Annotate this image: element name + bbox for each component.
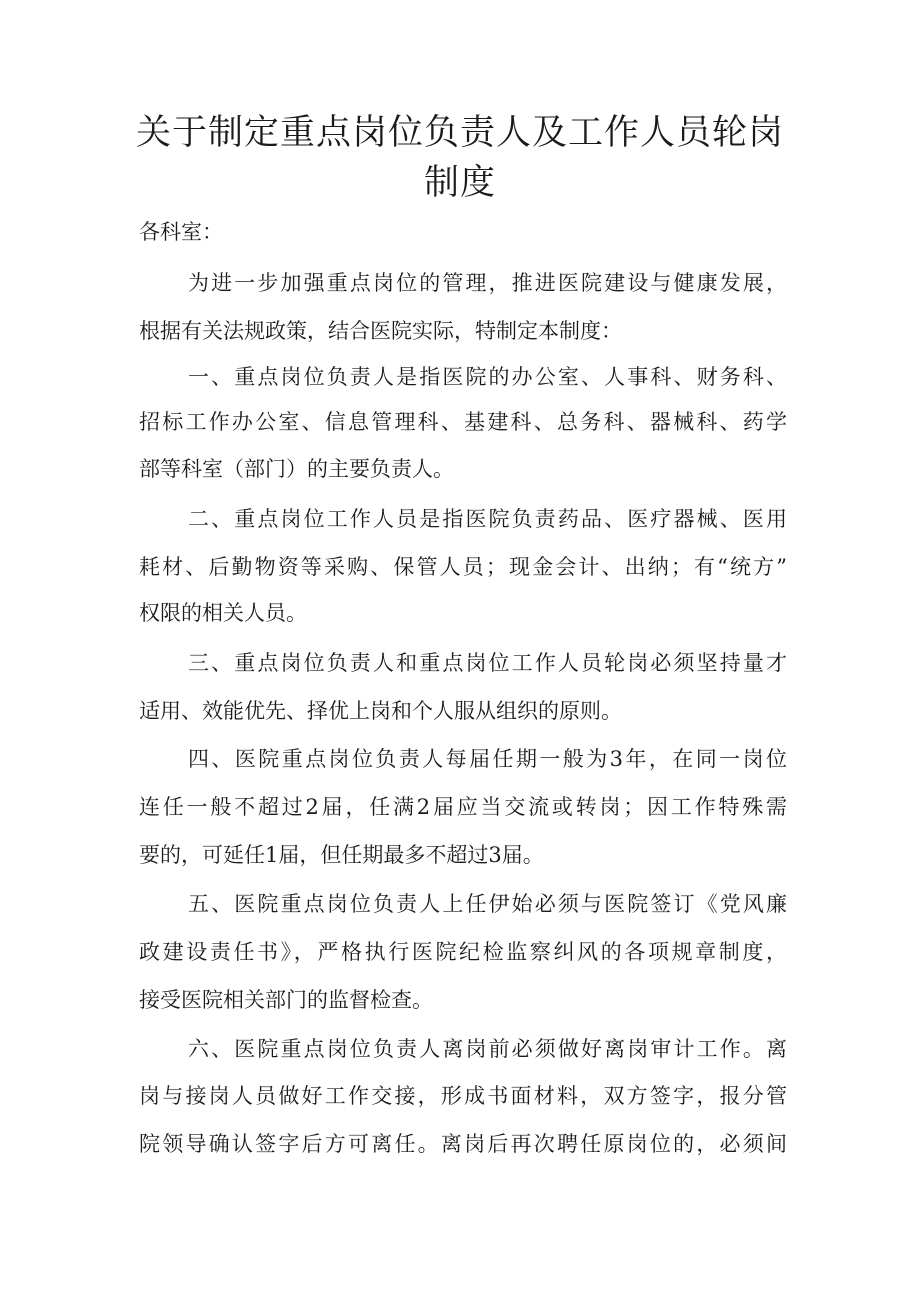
paragraph-line: 五、医院重点岗位负责人上任伊始必须与医院签订《党风廉 — [188, 892, 787, 916]
paragraph-line: 连任一般不超过2届，任满2届应当交流或转岗；因工作特殊需 — [139, 795, 787, 819]
paragraph-line: 根据有关法规政策，结合医院实际，特制定本制度： — [139, 319, 622, 343]
paragraph-line: 适用、效能优先、择优上岗和个人服从组织的原则。 — [139, 699, 622, 723]
paragraph-line: 招标工作办公室、信息管理科、基建科、总务科、器械科、药学 — [139, 410, 787, 434]
paragraph-line: 六、医院重点岗位负责人离岗前必须做好离岗审计工作。离 — [188, 1037, 787, 1061]
paragraph-line: 接受医院相关部门的监督检查。 — [139, 988, 433, 1012]
document-title-line-1: 关于制定重点岗位负责人及工作人员轮岗 — [135, 113, 784, 153]
paragraph-line: 耗材、后勤物资等采购、保管人员；现金会计、出纳；有“统方” — [139, 555, 787, 579]
salutation: 各科室： — [139, 220, 223, 244]
paragraph-line: 一、重点岗位负责人是指医院的办公室、人事科、财务科、 — [188, 365, 787, 389]
paragraph-line: 院领导确认签字后方可离任。离岗后再次聘任原岗位的，必须间 — [139, 1132, 787, 1156]
paragraph-line: 岗与接岗人员做好工作交接，形成书面材料，双方签字，报分管 — [139, 1084, 787, 1108]
document-title-line-2: 制度 — [423, 163, 496, 203]
paragraph-line: 要的，可延任1届，但任期最多不超过3届。 — [139, 843, 544, 867]
paragraph-line: 部等科室（部门）的主要负责人。 — [139, 457, 454, 481]
paragraph-line: 三、重点岗位负责人和重点岗位工作人员轮岗必须坚持量才 — [188, 651, 787, 675]
paragraph-line: 为进一步加强重点岗位的管理，推进医院建设与健康发展， — [188, 271, 787, 295]
paragraph-line: 政建设责任书》，严格执行医院纪检监察纠风的各项规章制度， — [139, 940, 787, 964]
paragraph-line: 四、医院重点岗位负责人每届任期一般为3年，在同一岗位 — [188, 747, 787, 771]
paragraph-line: 二、重点岗位工作人员是指医院负责药品、医疗器械、医用 — [188, 507, 787, 531]
paragraph-line: 权限的相关人员。 — [139, 601, 307, 625]
